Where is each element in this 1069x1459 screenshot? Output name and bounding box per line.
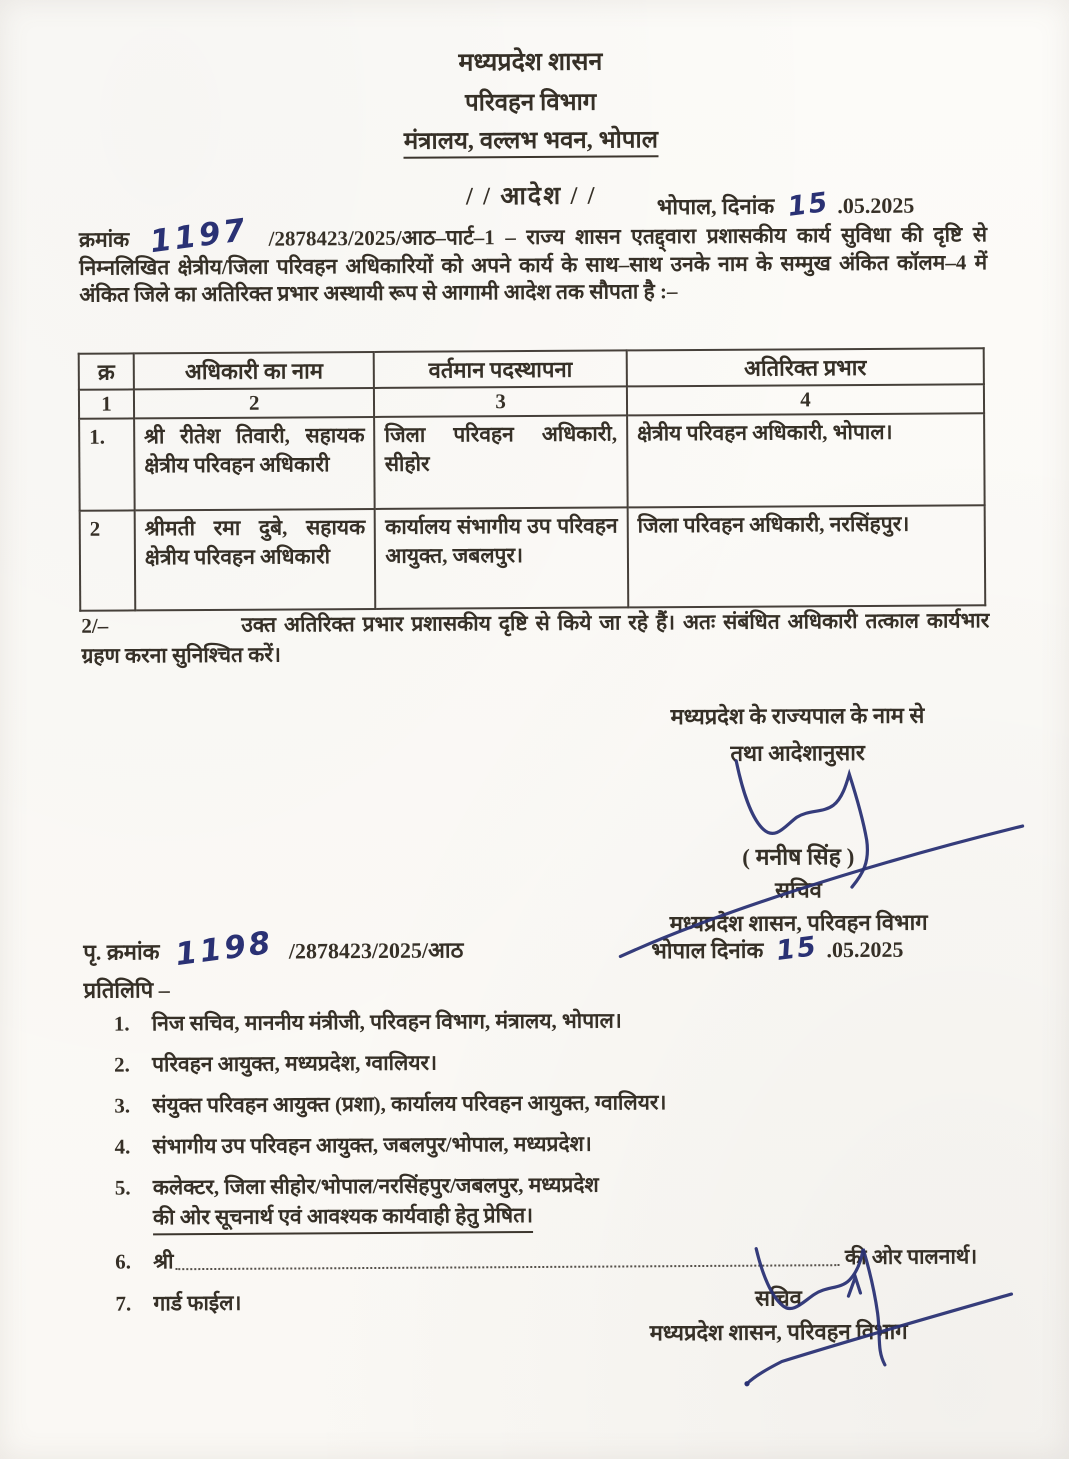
row1-current-posting: जिला परिवहन अधिकारी, सीहोर — [374, 415, 627, 509]
endorsement-date-day-handwritten: 15 — [774, 930, 821, 967]
order-number-handwritten: 1197 — [147, 211, 250, 261]
col-number-4: 4 — [627, 384, 984, 415]
endorsement-line — [83, 924, 988, 974]
list-item — [115, 1241, 977, 1277]
item-text — [153, 1167, 977, 1235]
list-item — [115, 1167, 977, 1235]
government-name: मध्यप्रदेश शासन — [458, 48, 603, 77]
row2-sno: 2 — [80, 510, 136, 610]
item-text: संयुक्त परिवहन आयुक्त (प्रशा), कार्यालय परिवहन आयुक्त, ग्वालियर। — [152, 1090, 667, 1118]
issue-date-rest: .05.2025 — [837, 192, 915, 219]
row1-additional-charge: क्षेत्रीय परिवहन अधिकारी, भोपाल। — [627, 413, 985, 507]
table-row — [79, 413, 985, 511]
col-number-1: 1 — [79, 389, 134, 418]
item-text: संभागीय उप परिवहन आयुक्त, जबलपुर/भोपाल, मध्यप्रदेश। — [152, 1131, 592, 1159]
signatory-name: ( मनीष सिंह ) — [742, 844, 855, 870]
list-item — [114, 1003, 976, 1038]
endorsement-date — [651, 930, 904, 967]
order-number-suffix: /2878423/2025/आठ–पार्ट–1 – — [268, 225, 516, 251]
paragraph-2-number: 2/– — [81, 613, 109, 638]
department-name: परिवहन विभाग — [464, 89, 597, 117]
paragraph-2 — [81, 605, 989, 671]
endorsement-date-rest: .05.2025 — [826, 936, 904, 963]
row1-officer-name: श्री रीतेश तिवारी, सहायक क्षेत्रीय परिवहन अधिकारी — [134, 417, 375, 510]
item6-suffix: की ओर पालनार्थ। — [844, 1244, 978, 1270]
item-number: 1. — [113, 1011, 130, 1036]
signatory-designation: सचिव — [775, 877, 822, 903]
charge-table — [78, 347, 987, 612]
order-title: / / आदेश / / — [465, 182, 597, 211]
list-item — [114, 1044, 976, 1079]
col-header-charge: अतिरिक्त प्रभार — [627, 348, 984, 386]
col-number-3: 3 — [374, 386, 627, 417]
by-order-line-1: मध्यप्रदेश के राज्यपाल के नाम से — [670, 702, 925, 730]
endorsement-number-handwritten: 1198 — [172, 924, 276, 974]
row1-sno: 1. — [79, 418, 134, 510]
issue-date-label: भोपाल, दिनांक — [656, 193, 775, 220]
issue-date-line — [656, 186, 987, 223]
col-header-name: अधिकारी का नाम — [134, 352, 375, 389]
footer-department: मध्यप्रदेश शासन, परिवहन विभाग — [649, 1318, 908, 1346]
item-number: 3. — [114, 1093, 131, 1118]
footer-designation: सचिव — [755, 1285, 802, 1311]
item6-prefix: श्री — [153, 1249, 174, 1274]
item-number: 5. — [114, 1175, 131, 1200]
row2-officer-name: श्रीमती रमा दुबे, सहायक क्षेत्रीय परिवहन अधिकारी — [135, 509, 376, 610]
copy-list — [114, 1003, 978, 1329]
table-row — [80, 505, 986, 611]
footer-signature-block — [588, 1281, 968, 1347]
order-paragraph — [78, 211, 988, 309]
order-body-text: राज्य शासन एतद्द्वारा प्रशासकीय कार्य सुविधा की दृष्टि से निम्नलिखित क्षेत्रीय/जिला परिवहन अधिकारियों को अपने कार्य के साथ–साथ उनके नाम के सम्मुख अंकित कॉलम–4 में अंकित जिले का अतिरिक्त प्रभार अस्थायी रूप से आगामी आदेश तक सौपता है :– — [79, 222, 988, 307]
item5-line2-underlined: की ओर सूचनार्थ एवं आवश्यक कार्यवाही हेतु प्रेषित। — [153, 1200, 533, 1235]
col-header-posting: वर्तमान पदस्थापना — [374, 350, 627, 388]
item-number: 7. — [115, 1291, 132, 1316]
row2-additional-charge: जिला परिवहन अधिकारी, नरसिंहपुर। — [628, 505, 986, 607]
signatory-department: मध्यप्रदेश शासन, परिवहन विभाग — [669, 909, 928, 937]
dotted-leader-line — [175, 1242, 839, 1270]
item-number: 4. — [114, 1134, 131, 1159]
by-order-line-2: तथा आदेशानुसार — [730, 739, 865, 766]
col-number-2: 2 — [134, 388, 375, 418]
item5-line1: कलेक्टर, जिला सीहोर/भोपाल/नरसिंहपुर/जबलपुर, मध्यप्रदेश — [152, 1172, 599, 1200]
copy-to-label: प्रतिलिपि – — [83, 977, 170, 1003]
endorsement-number-label: पृ. क्रमांक — [83, 939, 160, 965]
endorsement-number-suffix: /2878423/2025/आठ — [288, 937, 464, 964]
row2-current-posting: कार्यालय संभागीय उप परिवहन आयुक्त, जबलपुर। — [375, 507, 628, 609]
authority-block — [605, 699, 991, 938]
col-header-sno: क्र — [79, 353, 134, 389]
paragraph-2-text: उक्त अतिरिक्त प्रभार प्रशासकीय दृष्टि से किये जा रहे हैं। अतः संबंधित अधिकारी तत्काल कार्यभार ग्रहण करना सुनिश्चित करें। — [81, 608, 990, 668]
endorsement-date-label: भोपाल दिनांक — [651, 937, 764, 964]
issue-date-day-handwritten: 15 — [785, 186, 832, 223]
list-item — [114, 1126, 976, 1161]
office-address: मंत्रालय, वल्लभ भवन, भोपाल — [0, 120, 1065, 160]
item-number: 2. — [113, 1052, 130, 1077]
item-text: गार्ड फाईल। — [153, 1290, 242, 1316]
item-text: निज सचिव, माननीय मंत्रीजी, परिवहन विभाग, मंत्रालय, भोपाल। — [151, 1008, 622, 1036]
item-number: 6. — [115, 1249, 132, 1274]
table-header-row — [79, 348, 984, 390]
list-item — [114, 1085, 976, 1120]
order-number-label: क्रमांक — [78, 227, 130, 252]
item-text: परिवहन आयुक्त, मध्यप्रदेश, ग्वालियर। — [151, 1050, 438, 1077]
